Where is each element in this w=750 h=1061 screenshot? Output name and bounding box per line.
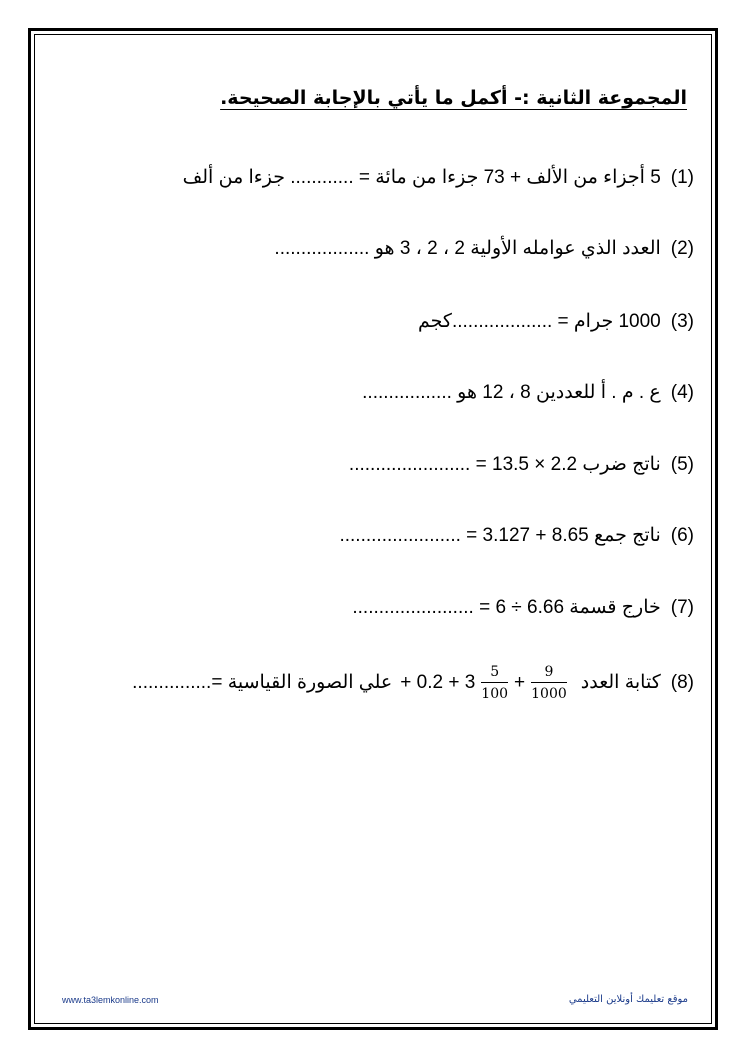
question-4 [362,381,694,404]
fraction-hundredths [481,664,508,702]
fraction-numerator: 5 [481,664,508,683]
fraction-denominator: 100 [481,686,509,702]
question-text: العدد الذي عوامله الأولية 2 ، 2 ، 3 هو .................. [274,238,661,259]
question-7 [352,596,694,619]
section-title: المجموعة الثانية :- أكمل ما يأتي بالإجابة الصحيحة. [220,87,687,109]
question-6 [339,524,694,547]
question-number: (6) [670,525,694,546]
fraction-thousandths [531,664,567,702]
question-text: 1000 جرام = ...................كجم [418,311,661,332]
question-number: (2) [670,238,694,259]
question-number: (1) [670,167,694,188]
question-text: ع . م . أ للعددين 8 ، 12 هو ................. [362,382,661,403]
question-suffix: علي الصورة القياسية =............... [132,672,393,694]
question-text: خارج قسمة 6.66 ÷ 6 = ....................... [352,597,661,618]
question-number: (7) [670,597,694,618]
footer-site-name: موقع تعليمك أونلاين التعليمي [568,994,688,1005]
question-number: (8) [670,672,694,694]
question-text: 5 أجزاء من الألف + 73 جزءا من مائة = ............ جزءا من ألف [182,167,661,188]
question-number: (5) [670,454,694,475]
question-text: ناتج جمع 8.65 + 3.127 = ....................... [339,525,661,546]
question-3 [418,310,694,333]
question-middle [400,672,475,693]
question-text: ناتج ضرب 2.2 × 13.5 = ....................... [348,454,661,475]
question-8 [124,664,694,702]
fraction-denominator: 1000 [531,686,567,702]
question-number: (3) [670,311,694,332]
expression-ltr: + 0.2 + 3 [400,672,476,694]
question-5 [349,453,694,476]
footer-website: www.ta3lemkonline.com [62,995,159,1005]
question-prefix: كتابة العدد [580,672,661,694]
plus-sign: + [514,672,526,694]
fraction-numerator: 9 [531,664,567,683]
question-number: (4) [670,382,694,403]
question-1 [183,166,694,189]
question-2 [274,237,694,260]
